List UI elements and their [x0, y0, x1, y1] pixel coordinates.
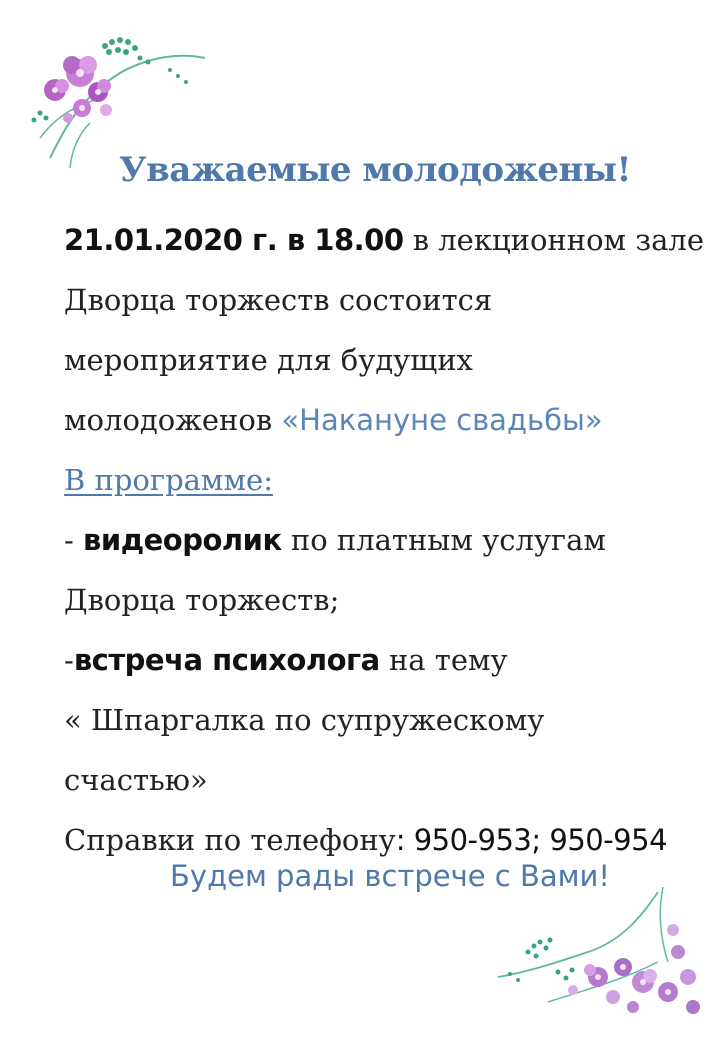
body-line-7: Дворца торжеств; — [64, 583, 340, 617]
event-title: «Накануне свадьбы» — [281, 403, 603, 437]
body-line-10: счастью» — [64, 763, 208, 797]
closing-line: Будем рады встрече с Вами! — [170, 859, 610, 893]
body-line-5 — [64, 450, 684, 510]
program-heading: В программе: — [64, 463, 273, 497]
body-line-1 — [64, 210, 704, 270]
body-line-6-rest: по платным услугам — [281, 523, 606, 557]
body-line-1-rest: в лекционном зале — [403, 223, 704, 257]
body-line-6-dash: - — [64, 523, 84, 557]
body-line-4-lead: молодоженов — [64, 403, 282, 437]
body-line-8-dash: - — [64, 643, 74, 677]
body-line-4 — [64, 390, 684, 450]
phone-numbers: : 950-953; 950-954 — [395, 823, 668, 857]
program-item-psychologist: встреча психолога — [73, 643, 380, 677]
program-item-video: видеоролик — [83, 523, 282, 557]
flower-decoration-bottom-icon — [488, 882, 710, 1032]
body-line-2: Дворца торжеств состоится — [64, 283, 493, 317]
event-date-time: 21.01.2020 г. в 18.00 — [64, 223, 404, 257]
body-line-3: мероприятие для будущих — [64, 343, 473, 377]
body-line-6 — [64, 510, 684, 570]
invitation-body — [64, 210, 704, 870]
body-line-8 — [64, 630, 684, 690]
body-line-9: « Шпаргалка по супружескому — [64, 703, 545, 737]
body-line-8-rest: на тему — [379, 643, 508, 677]
phone-label: Справки по телефону — [64, 823, 396, 857]
invitation-heading: Уважаемые молодожены! — [119, 150, 631, 190]
